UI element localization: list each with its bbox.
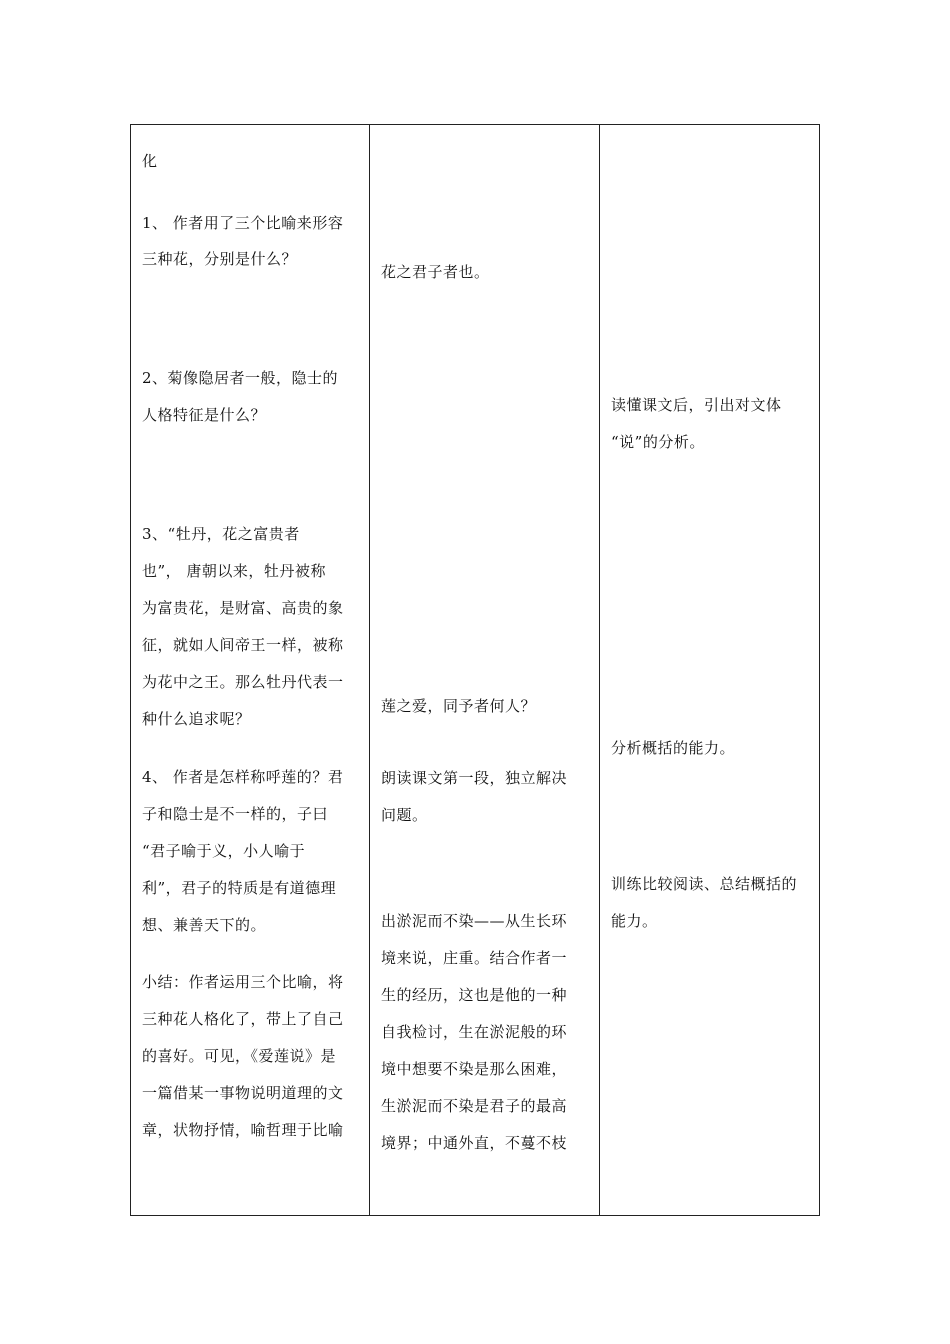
question-line: 3、“牡丹，花之富贵者 — [142, 525, 300, 543]
question-line: 三种花，分别是什么？ — [142, 250, 298, 268]
question-line: 种什么追求呢？ — [142, 710, 251, 728]
summary-line: 一篇借某一事物说明道理的文 — [142, 1084, 344, 1102]
question-line: 2、菊像隐居者一般，隐士的 — [142, 369, 339, 387]
summary-line: 小结：作者运用三个比喻，将 — [142, 973, 344, 991]
question-line: 1、 作者用了三个比喻来形容 — [142, 214, 344, 232]
activity-line: 生淤泥而不染是君子的最高 — [381, 1097, 568, 1115]
activity-line: 境界；中通外直，不蔓不枝 — [381, 1134, 568, 1152]
question-line: 也”， 唐朝以来，牡丹被称 — [142, 562, 326, 580]
activity-line: 自我检讨，生在淤泥般的环 — [381, 1023, 568, 1041]
activity-line: 境中想要不染是那么困难， — [381, 1060, 568, 1078]
activity-line: 出淤泥而不染——从生长环 — [381, 912, 568, 930]
activity-line: 生的经历，这也是他的一种 — [381, 986, 568, 1004]
intent-line: 能力。 — [611, 912, 658, 930]
question-line: “君子喻于义，小人喻于 — [142, 842, 306, 860]
question-line: 想、兼善天下的。 — [142, 916, 267, 934]
summary-line: 的喜好。可见，《爱莲说》是 — [142, 1047, 337, 1065]
intent-line: 读懂课文后，引出对文体 — [611, 396, 782, 414]
intent-line: “说”的分析。 — [611, 433, 705, 451]
question-line: 化 — [142, 152, 158, 170]
column-divider — [599, 125, 600, 1215]
question-line: 子和隐士是不一样的，子曰 — [142, 805, 329, 823]
intent-line: 训练比较阅读、总结概括的 — [611, 875, 798, 893]
intent-line: 分析概括的能力。 — [611, 739, 736, 757]
activity-line: 花之君子者也。 — [381, 263, 490, 281]
activity-line: 问题。 — [381, 806, 428, 824]
lesson-table — [130, 124, 820, 1216]
summary-line: 章，状物抒情，喻哲理于比喻 — [142, 1121, 344, 1139]
activity-line: 境来说，庄重。结合作者一 — [381, 949, 568, 967]
activity-line: 朗读课文第一段，独立解决 — [381, 769, 568, 787]
activity-line: 莲之爱，同予者何人？ — [381, 697, 537, 715]
question-line: 征，就如人间帝王一样，被称 — [142, 636, 344, 654]
question-line: 为富贵花，是财富、高贵的象 — [142, 599, 344, 617]
summary-line: 三种花人格化了，带上了自己 — [142, 1010, 344, 1028]
column-divider — [369, 125, 370, 1215]
question-line: 利”，君子的特质是有道德理 — [142, 879, 337, 897]
question-line: 4、 作者是怎样称呼莲的？君 — [142, 768, 344, 786]
question-line: 为花中之王。那么牡丹代表一 — [142, 673, 344, 691]
question-line: 人格特征是什么？ — [142, 406, 267, 424]
